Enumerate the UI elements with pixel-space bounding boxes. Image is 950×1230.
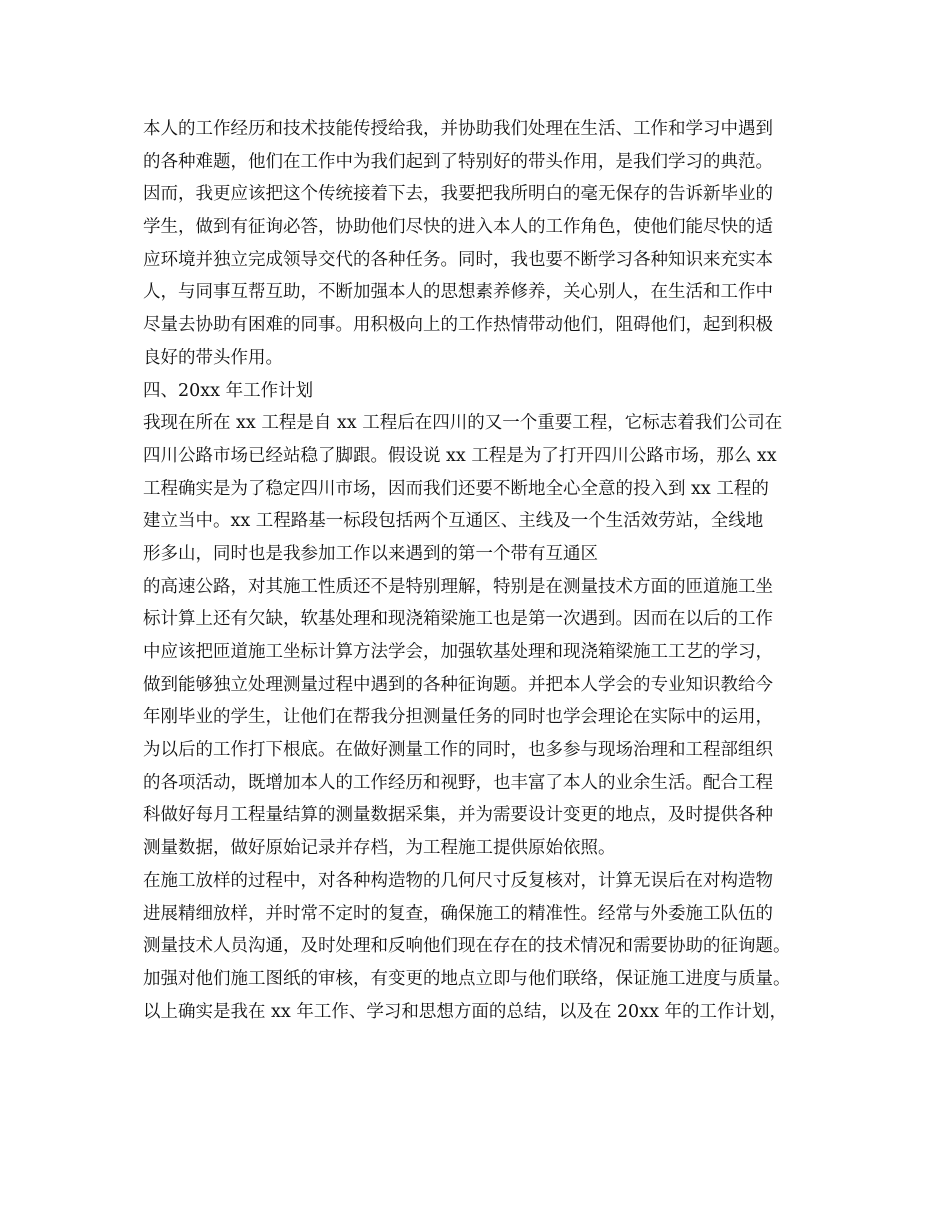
section-heading: 四、20xx 年工作计划 xyxy=(143,380,314,401)
text-line: 因而，我更应该把这个传统接着下去，我要把我所明白的毫无保存的告诉新毕业的 xyxy=(143,184,773,205)
text-line: 测量数据，做好原始记录并存档，为工程施工提供原始依照。 xyxy=(143,838,616,859)
text-line: 加强对他们施工图纸的审核，有变更的地点立即与他们联络，保证施工进度与质量。 xyxy=(143,968,791,989)
text-line: 四川公路市场已经站稳了脚跟。假设说 xx 工程是为了打开四川公路市场，那么 xx xyxy=(143,445,777,466)
text-line: 应环境并独立完成领导交代的各种任务。同时，我也要不断学习各种知识来充实本 xyxy=(143,249,773,270)
text-line: 做到能够独立处理测量过程中遇到的各种征询题。并把本人学会的专业知识教给今 xyxy=(143,674,773,695)
text-line: 的各项活动，既增加本人的工作经历和视野，也丰富了本人的业余生活。配合工程 xyxy=(143,772,773,793)
text-line: 为以后的工作打下根底。在做好测量工作的同时，也多参与现场治理和工程部组织 xyxy=(143,740,773,761)
document-body xyxy=(143,113,823,1028)
text-line: 形多山，同时也是我参加工作以来遇到的第一个带有互通区 xyxy=(143,543,598,564)
text-line: 科做好每月工程量结算的测量数据采集，并为需要设计变更的地点，及时提供各种 xyxy=(143,805,773,826)
text-line: 中应该把匝道施工坐标计算方法学会，加强软基处理和现浇箱梁施工工艺的学习， xyxy=(143,642,773,662)
text-line: 工程确实是为了稳定四川市场，因而我们还要不断地全心全意的投入到 xx 工程的 xyxy=(143,478,769,499)
text-line: 良好的带头作用。 xyxy=(143,347,283,368)
text-line: 尽量去协助有困难的同事。用积极向上的工作热情带动他们，阻碍他们，起到积极 xyxy=(143,315,773,336)
text-line: 的各种难题，他们在工作中为我们起到了特别好的带头作用，是我们学习的典范。 xyxy=(143,151,773,172)
text-line: 建立当中。xx 工程路基一标段包括两个互通区、主线及一个生活效劳站，全线地 xyxy=(143,511,764,532)
text-line: 学生，做到有征询必答，协助他们尽快的进入本人的工作角色，使他们能尽快的适 xyxy=(143,217,773,238)
text-line: 以上确实是我在 xx 年工作、学习和思想方面的总结，以及在 20xx 年的工作计划， xyxy=(143,1001,787,1022)
text-line: 本人的工作经历和技术技能传授给我，并协助我们处理在生活、工作和学习中遇到 xyxy=(143,119,773,139)
text-line: 年刚毕业的学生，让他们在帮我分担测量任务的同时也学会理论在实际中的运用， xyxy=(143,707,773,728)
text-line: 标计算上还有欠缺，软基处理和现浇箱梁施工也是第一次遇到。因而在以后的工作 xyxy=(143,609,773,630)
text-line: 在施工放样的过程中，对各种构造物的几何尺寸反复核对，计算无误后在对构造物 xyxy=(143,870,773,891)
text-line: 我现在所在 xx 工程是自 xx 工程后在四川的又一个重要工程，它标志着我们公司在 xyxy=(143,413,783,434)
text-line: 的高速公路，对其施工性质还不是特别理解，特别是在测量技术方面的匝道施工坐 xyxy=(143,576,773,597)
text-line: 人，与同事互帮互助，不断加强本人的思想素养修养，关心别人，在生活和工作中 xyxy=(143,282,773,303)
text-line: 测量技术人员沟通，及时处理和反响他们现在存在的技术情况和需要协助的征询题。 xyxy=(143,936,791,957)
text-line: 进展精细放样，并时常不定时的复查，确保施工的精准性。经常与外委施工队伍的 xyxy=(143,903,773,924)
